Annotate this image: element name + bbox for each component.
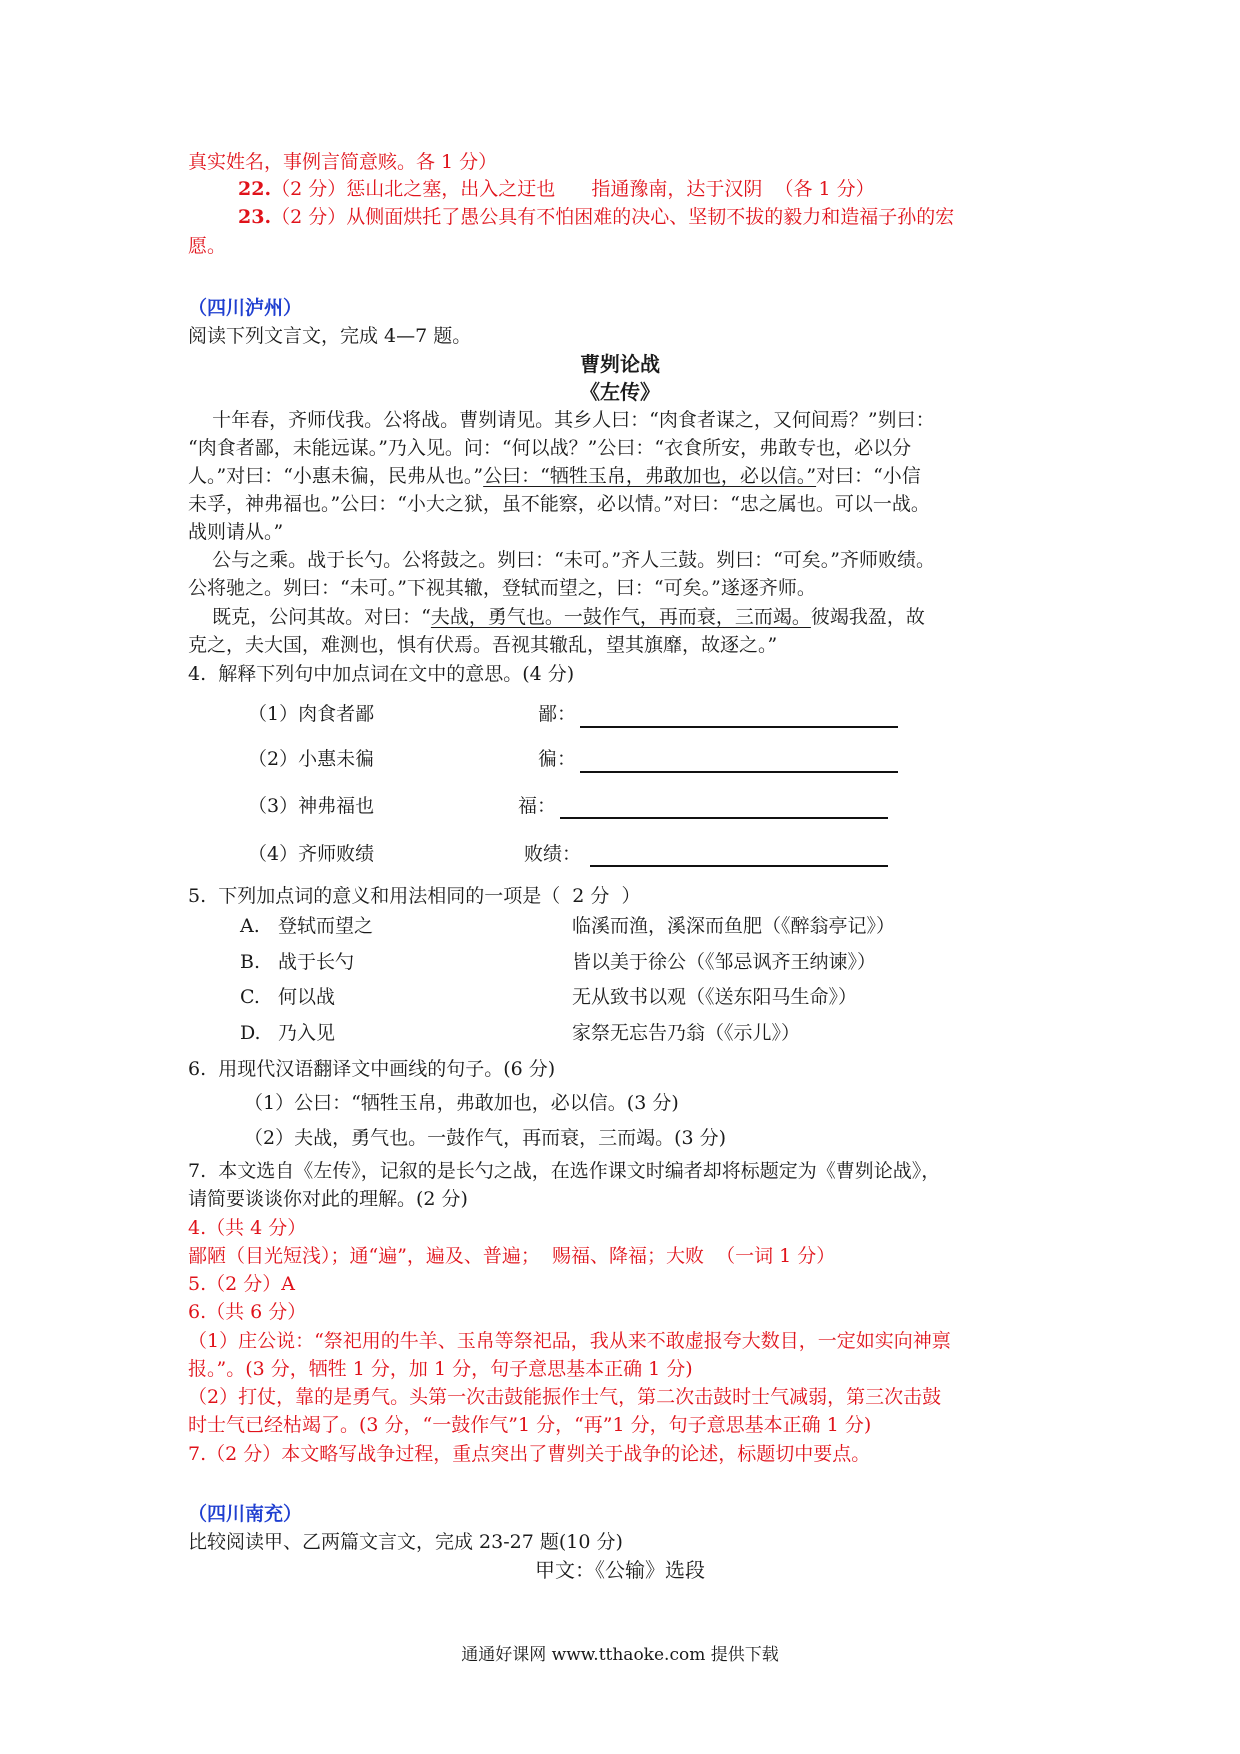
option-right: 临溪而渔，溪深而鱼肥（《醉翁亭记》） [572,915,896,937]
q4-item: （3）神弗福也 [248,795,375,817]
instruction: 比较阅读甲、乙两篇文言文，完成 23-27 题(10 分) [188,1531,623,1553]
q4-item: （4）齐师败绩 [248,843,375,865]
passage-subtitle: 甲文：《公输》选段 [535,1558,705,1582]
answer-23 [238,203,954,231]
answer-blank[interactable] [580,706,898,728]
option-left: 战于长勺 [278,951,355,973]
passage-line: 未孚，神弗福也。”公曰：“小大之狱，虽不能察，必以情。”对曰：“忠之属也。可以一战。 [188,493,930,515]
answer-line: 时士气已经枯竭了。(3 分，“一鼓作气”1 分，“再”1 分，句子意思基本正确 1 分) [188,1414,872,1436]
answer-blank[interactable] [590,845,888,867]
q6-sentence: （2）夫战，勇气也。一鼓作气，再而衰，三而竭。(3 分) [244,1127,727,1149]
question-number: 22. [238,178,272,200]
answer-blank[interactable] [580,751,898,773]
underlined-sentence: 公曰：“牺牲玉帛，弗敢加也，必以信。” [483,465,817,487]
answer-blank[interactable] [560,797,888,819]
question-number: 23. [238,206,272,228]
passage-line: 战则请从。” [188,521,284,543]
answer-line: 5.（2 分）A [188,1273,295,1295]
q4-word: 鄙： [538,703,577,725]
underlined-sentence: 夫战，勇气也。一鼓作气，再而衰，三而竭。 [430,606,811,628]
answer-line: （2）打仗，靠的是勇气。头第一次击鼓能振作士气，第二次击鼓时士气减弱，第三次击鼓 [188,1386,942,1408]
answer-line: （1）庄公说：“祭祀用的牛羊、玉帛等祭祀品，我从来不敢虚报夸大数目，一定如实向神禀 [188,1330,951,1352]
passage-line: 克之，夫大国，难测也，惧有伏焉。吾视其辙乱，望其旗靡，故逐之。” [188,634,778,656]
option-right: 家祭无忘告乃翁（《示儿》） [572,1022,801,1044]
region-heading: （四川南充） [188,1503,303,1525]
region-heading: （四川泸州） [188,297,303,319]
answer-text: （2 分）惩山北之塞，出入之迂也 指通豫南，达于汉阴 （各 1 分） [271,178,875,200]
option-label: D. [240,1022,261,1044]
q4-word: 徧： [538,748,577,770]
question-7-line: 7. 本文选自《左传》，记叙的是长勺之战，在选作课文时编者却将标题定为《曹刿论战》， [188,1160,941,1182]
question-5-stem: 5. 下列加点词的意义和用法相同的一项是（ 2 分 ） [188,885,641,907]
option-label: A. [240,915,260,937]
answer-line: 4.（共 4 分） [188,1217,307,1239]
answer-line: 真实姓名，事例言简意赅。各 1 分） [188,151,498,173]
answer-line: 6.（共 6 分） [188,1301,307,1323]
option-right: 无从致书以观（《送东阳马生命》） [572,986,858,1008]
q4-word: 福： [518,795,557,817]
option-right: 皆以美于徐公（《邹忌讽齐王纳谏》） [572,951,877,973]
option-label: C. [240,986,260,1008]
passage-line: 既克，公问其故。对曰：“夫战，勇气也。一鼓作气，再而衰，三而竭。彼竭我盈，故 [188,606,925,628]
q6-sentence: （1）公曰：“牺牲玉帛，弗敢加也，必以信。(3 分) [244,1092,679,1114]
question-7-line: 请简要谈谈你对此的理解。(2 分) [188,1188,468,1210]
answer-line: 报。”。(3 分，牺牲 1 分，加 1 分，句子意思基本正确 1 分) [188,1358,693,1380]
footer-text: 通通好课网 www.tthaoke.com 提供下载 [461,1645,779,1665]
q4-item: （1）肉食者鄙 [248,703,375,725]
option-label: B. [240,951,261,973]
question-6-stem: 6. 用现代汉语翻译文中画线的句子。(6 分) [188,1058,556,1080]
answer-23-cont: 愿。 [188,235,227,257]
passage-line: “肉食者鄙，未能远谋。”乃入见。问：“何以战？”公曰：“衣食所安，弗敢专也，必以分 [188,437,912,459]
answer-22 [238,175,875,203]
answer-line: 鄙陋（目光短浅）；通“遍”，遍及、普遍； 赐福、降福；大败 （一词 1 分） [188,1245,836,1267]
question-4-stem: 4. 解释下列句中加点词在文中的意思。(4 分) [188,663,575,685]
passage-line: 公将驰之。刿曰：“未可。”下视其辙，登轼而望之，曰：“可矣。”遂逐齐师。 [188,577,816,599]
passage-source: 《左传》 [580,380,660,404]
option-left: 登轼而望之 [278,915,374,937]
passage-title: 曹刿论战 [580,352,660,376]
answer-text: （2 分）从侧面烘托了愚公具有不怕困难的决心、坚韧不拔的毅力和造福子孙的宏 [271,206,955,228]
q4-word: 败绩： [524,843,582,865]
option-left: 乃入见 [278,1022,336,1044]
passage-line: 公与之乘。战于长勺。公将鼓之。刿曰：“未可。”齐人三鼓。刿曰：“可矣。”齐师败绩。 [188,549,936,571]
instruction: 阅读下列文言文，完成 4—7 题。 [188,325,472,347]
q4-item: （2）小惠未徧 [248,748,375,770]
answer-line: 7.（2 分）本文略写战争过程，重点突出了曹刿关于战争的论述，标题切中要点。 [188,1443,871,1465]
passage-line: 人。”对曰：“小惠未徧，民弗从也。”公曰：“牺牲玉帛，弗敢加也，必以信。”对曰：“小信 [188,465,921,487]
passage-line: 十年春，齐师伐我。公将战。曹刿请见。其乡人曰：“肉食者谋之，又何间焉？”刿曰： [188,409,935,431]
option-left: 何以战 [278,986,336,1008]
